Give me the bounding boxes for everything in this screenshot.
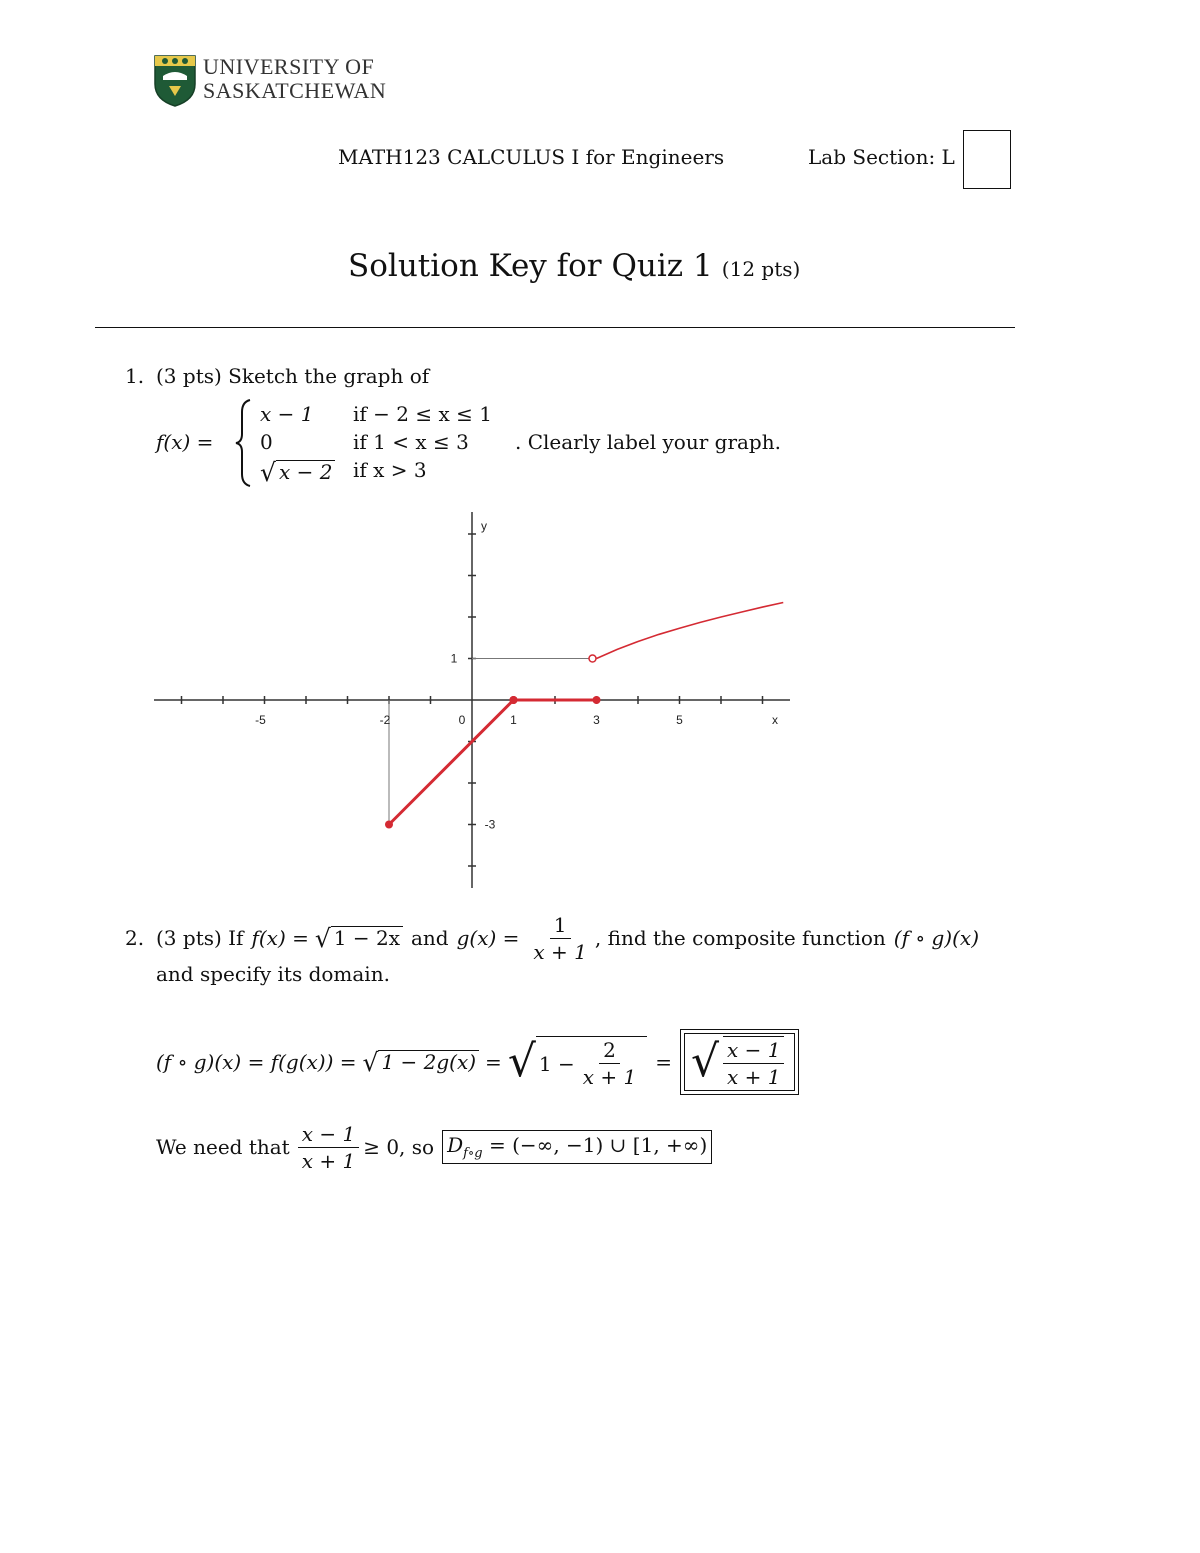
q2-g-num: 1 (550, 914, 571, 939)
q2-sol-rad2-lead: 1 − (538, 1051, 575, 1076)
open-endpoint (589, 655, 596, 662)
logo-line-2: SASKATCHEWAN (203, 78, 387, 103)
q2-domain-D: D (447, 1133, 464, 1157)
x-tick-label: -5 (255, 713, 266, 727)
q2-sol-rad2-frac (579, 1039, 640, 1088)
q2-need-text: We need that (156, 1135, 290, 1159)
q2-answer-frac (723, 1036, 784, 1088)
q2-sol-rad2-den: x + 1 (582, 1065, 637, 1089)
q2-domain-sub: f∘g (463, 1146, 483, 1161)
q1-piece3-expr: x − 2 (276, 460, 335, 484)
y-tick-label: 1 (450, 651, 458, 666)
q2-need-frac (298, 1123, 359, 1172)
q2-f-def-radicand: 1 − 2x (331, 926, 403, 950)
q2-need-ineq: ≥ 0, so (363, 1135, 435, 1159)
q2-answer-num: x − 1 (723, 1039, 784, 1064)
x-tick-label: -2 (379, 713, 391, 727)
q1-prompt: (3 pts) Sketch the graph of (156, 364, 430, 388)
q2-prompt-c: and specify its domain. (156, 962, 390, 986)
title-divider (95, 327, 1015, 328)
crest-icon (153, 54, 197, 108)
q2-number: 2. (125, 926, 145, 950)
piecewise-graph (154, 510, 794, 890)
big-sqrt-icon: √ (507, 1036, 536, 1087)
y-axis-label: y (481, 519, 487, 533)
q2-g-def-lhs: g(x) = (456, 926, 520, 950)
x-tick-label: 3 (593, 713, 600, 727)
q2-g-den: x + 1 (533, 939, 587, 964)
q1-number: 1. (125, 364, 145, 388)
q1-piece3-cond: if x > 3 (353, 458, 427, 482)
q1-piece1-cond: if − 2 ≤ x ≤ 1 (353, 402, 492, 426)
q2-sol-rad2-num: 2 (599, 1039, 620, 1064)
q2-answer-box (680, 1029, 800, 1095)
q1-fx-label: f(x) = (156, 430, 214, 454)
series-line (597, 602, 784, 658)
q2-eq-1: = (485, 1050, 502, 1074)
q1-suffix: . Clearly label your graph. (515, 430, 781, 454)
lab-section-label: Lab Section: L (808, 145, 955, 169)
sqrt-icon: √ (314, 923, 331, 953)
piecewise-brace (234, 398, 254, 488)
closed-endpoint (510, 696, 518, 704)
q2-solution-line (156, 1024, 799, 1100)
big-sqrt-icon: √ (690, 1036, 719, 1087)
y-tick-label: -3 (484, 817, 496, 832)
q2-f-def-lhs: f(x) = (251, 926, 309, 950)
q2-g-fraction (529, 914, 590, 963)
x-tick-label: 0 (458, 713, 466, 727)
page-title (348, 248, 800, 284)
x-tick-label: 5 (676, 713, 683, 727)
series-line (389, 700, 514, 825)
x-tick-label: 1 (510, 713, 517, 727)
q2-domain-box (442, 1130, 712, 1164)
course-name: MATH123 CALCULUS I for Engineers (338, 145, 725, 169)
q2-sol-lhs: (f ∘ g)(x) = f(g(x)) = (156, 1050, 357, 1074)
q1-piece2-cond: if 1 < x ≤ 3 (353, 430, 469, 454)
q2-need-den: x + 1 (301, 1148, 356, 1173)
closed-endpoint (385, 821, 393, 829)
q2-prompt-b: , find the composite function (594, 926, 886, 950)
q2-domain-line (156, 1118, 712, 1176)
university-logo (153, 54, 393, 108)
sqrt-icon: √ (260, 458, 276, 487)
lab-section-box[interactable] (963, 130, 1011, 189)
q2-and: and (411, 926, 449, 950)
q1-piece3 (260, 458, 335, 487)
title-main: Solution Key for Quiz 1 (348, 248, 713, 284)
q1-piece1-expr: x − 1 (260, 402, 314, 426)
title-points: (12 pts) (721, 257, 801, 281)
q2-prompt-a: (3 pts) If (156, 926, 244, 950)
q2-sol-rad2 (536, 1036, 647, 1088)
x-axis-label: x (771, 713, 778, 727)
q2-need-num: x − 1 (298, 1123, 359, 1148)
q2-answer-den: x + 1 (727, 1065, 781, 1089)
q2-prompt-line (156, 908, 979, 968)
closed-endpoint (593, 696, 601, 704)
q2-fog: (f ∘ g)(x) (893, 926, 979, 950)
q2-domain-rhs: = (−∞, −1) ∪ [1, +∞) (488, 1133, 708, 1157)
q2-eq-2: = (655, 1050, 672, 1074)
sqrt-icon: √ (362, 1047, 379, 1077)
q1-piece2-expr: 0 (260, 430, 273, 454)
logo-line-1: UNIVERSITY OF (203, 54, 375, 79)
q2-sol-rad1: 1 − 2g(x) (378, 1050, 479, 1074)
